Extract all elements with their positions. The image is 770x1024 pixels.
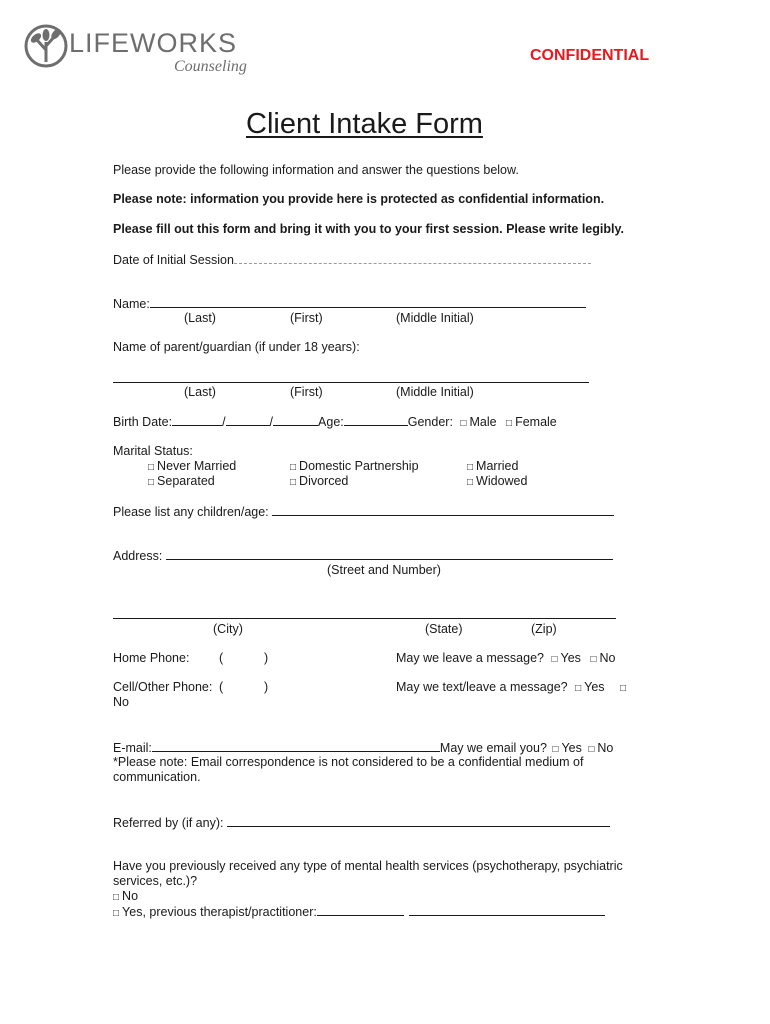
guardian-field[interactable] — [113, 371, 589, 383]
name-middle-caption: (Middle Initial) — [396, 311, 474, 325]
city-caption: (City) — [213, 622, 243, 636]
male-option: Male — [469, 415, 497, 429]
cell-phone-close-paren: ) — [264, 680, 269, 694]
yes-option: Yes — [561, 741, 582, 755]
female-option: Female — [515, 415, 557, 429]
zip-caption: (Zip) — [531, 622, 557, 636]
guardian-middle-caption: (Middle Initial) — [396, 385, 474, 399]
checkbox-icon[interactable]: □ — [467, 477, 474, 488]
logo — [24, 22, 254, 82]
text-message-row — [396, 680, 629, 694]
confidential-label: CONFIDENTIAL — [530, 47, 650, 64]
leave-message-question: May we leave a message? — [396, 651, 544, 665]
previous-therapist-field-extended[interactable] — [409, 904, 605, 916]
checkbox-icon[interactable]: □ — [113, 908, 120, 919]
city-state-zip-field[interactable] — [113, 607, 616, 619]
date-field[interactable] — [234, 252, 591, 264]
gender-label: Gender: — [407, 415, 453, 429]
children-label: Please list any children/age: — [113, 505, 269, 519]
previous-therapist-label: Yes, previous therapist/practitioner: — [122, 905, 317, 919]
checkbox-icon[interactable]: □ — [590, 654, 597, 665]
age-label: Age: — [318, 415, 344, 429]
email-field[interactable] — [152, 740, 440, 752]
tree-leaf-logo-icon — [24, 22, 68, 70]
married-option[interactable]: □ Married — [467, 459, 519, 473]
email-note-line-2: communication. — [113, 770, 201, 784]
no-option: No — [597, 741, 614, 755]
age-field[interactable] — [344, 414, 408, 426]
widowed-option[interactable]: □ Widowed — [467, 474, 528, 488]
referred-label: Referred by (if any): — [113, 816, 224, 830]
slash: / — [222, 415, 226, 429]
checkbox-icon[interactable]: □ — [290, 477, 297, 488]
previous-therapist-field[interactable] — [317, 904, 404, 916]
referred-field[interactable] — [227, 815, 610, 827]
referred-row — [113, 815, 610, 830]
marital-status-label: Marital Status: — [113, 444, 193, 458]
email-question: May we email you? — [439, 741, 547, 755]
services-yes-option — [113, 904, 605, 919]
checkbox-icon[interactable]: □ — [588, 744, 595, 755]
date-label: Date of Initial Session — [113, 253, 234, 267]
checkbox-icon[interactable]: □ — [113, 892, 120, 903]
checkbox-icon[interactable]: □ — [575, 683, 582, 694]
services-question-line-1: Have you previously received any type of mental health services (psychotherapy, psychiatric — [113, 859, 623, 873]
checkbox-icon[interactable]: □ — [460, 418, 467, 429]
page-title: Client Intake Form — [246, 108, 483, 140]
street-field[interactable] — [166, 548, 613, 560]
divorced-option[interactable]: □ Divorced — [290, 474, 349, 488]
fill-note: Please fill out this form and bring it with you to your first session. Please write legibly. — [113, 222, 624, 236]
separated-option[interactable]: □ Separated — [148, 474, 215, 488]
yes-option: Yes — [584, 680, 605, 694]
home-phone-label: Home Phone: — [113, 651, 190, 665]
street-caption: (Street and Number) — [327, 563, 441, 577]
name-field[interactable] — [150, 296, 586, 308]
slash: / — [269, 415, 274, 429]
checkbox-icon[interactable]: □ — [148, 477, 155, 488]
intro-text: Please provide the following information and answer the questions below. — [113, 163, 519, 177]
name-first-caption: (First) — [290, 311, 323, 325]
birth-row — [113, 414, 557, 429]
guardian-label: Name of parent/guardian (if under 18 years): — [113, 340, 360, 354]
confidential-note: Please note: information you provide here is protected as confidential information. — [113, 192, 605, 206]
yes-option: Yes — [560, 651, 581, 665]
birth-day-field[interactable] — [226, 414, 270, 426]
address-label: Address: — [113, 549, 163, 563]
checkbox-icon[interactable]: □ — [148, 462, 155, 473]
home-phone-close-paren: ) — [264, 651, 269, 665]
name-row — [113, 296, 586, 311]
name-label: Name: — [113, 297, 150, 311]
checkbox-icon[interactable]: □ — [620, 683, 627, 694]
date-row — [113, 252, 591, 267]
services-question-line-2: services, etc.)? — [113, 874, 198, 888]
no-option: No — [113, 695, 129, 709]
brand-subtitle: Counseling — [174, 58, 247, 75]
services-no-option[interactable]: □ No — [113, 889, 139, 903]
brand-name: LIFEWORKS — [69, 28, 238, 58]
name-last-caption: (Last) — [184, 311, 216, 325]
cell-phone-label: Cell/Other Phone: — [113, 680, 213, 694]
email-note-line-1: *Please note: Email correspondence is not considered to be a confidential medium of — [113, 755, 584, 769]
checkbox-icon[interactable]: □ — [552, 744, 559, 755]
email-label: E-mail: — [113, 741, 152, 755]
state-caption: (State) — [425, 622, 463, 636]
domestic-partnership-option[interactable]: □ Domestic Partnership — [290, 459, 419, 473]
no-option: No — [599, 651, 616, 665]
email-row — [113, 740, 613, 755]
guardian-first-caption: (First) — [290, 385, 323, 399]
checkbox-icon[interactable]: □ — [290, 462, 297, 473]
checkbox-icon[interactable]: □ — [506, 418, 513, 429]
children-field[interactable] — [272, 504, 614, 516]
checkbox-icon[interactable]: □ — [551, 654, 558, 665]
never-married-option[interactable]: □ Never Married — [148, 459, 237, 473]
birth-year-field[interactable] — [273, 414, 318, 426]
birth-month-field[interactable] — [172, 414, 222, 426]
leave-message-row — [396, 651, 615, 665]
cell-phone-open-paren: ( — [219, 680, 224, 694]
birth-date-label: Birth Date: — [113, 415, 173, 429]
checkbox-icon[interactable]: □ — [467, 462, 474, 473]
address-row — [113, 548, 613, 563]
guardian-last-caption: (Last) — [184, 385, 216, 399]
children-row — [113, 504, 614, 519]
text-message-question: May we text/leave a message? — [396, 680, 568, 694]
home-phone-open-paren: ( — [219, 651, 224, 665]
